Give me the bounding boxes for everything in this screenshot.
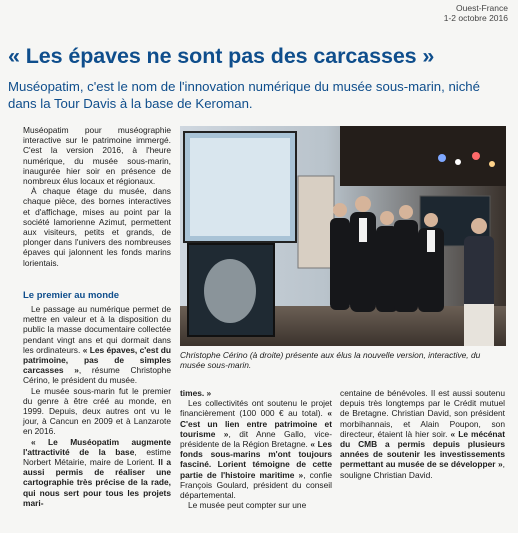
article-photo (180, 126, 506, 346)
article-column-1 (23, 125, 171, 268)
publication-info (444, 3, 508, 23)
body-paragraph: « Le Muséopatim augmente l'attractivité de la base, estime Norbert Métairie, maire de Lorient. Il a aussi permis de réaliser une cartographie très précise de la rade, qui nous sert pour tous les projets mari- (23, 436, 172, 508)
body-paragraph: Le musée sous-marin fut le premier du genre à être créé au monde, en 1999. Depuis, deux autres ont vu le jour, à Cancun en 2009 et à Lanzarote en 2016. (23, 385, 171, 437)
body-paragraph: À chaque étage du musée, dans chaque pièce, des bornes interactives et d'affichage, mises au point par la société lamorienne Azimut, permettent aux visiteurs, petits et grands, de plonger dans l'univers des nombreuses épaves qui jalonnent les fonds marins lorientais. (23, 186, 171, 268)
museum-visit-photo (180, 126, 506, 346)
photo-caption: Christophe Cérino (à droite) présente aux élus la nouvelle version, interactive, du musée sous-marin. (180, 350, 481, 370)
body-paragraph: centaine de bénévoles. Il est aussi soutenu depuis très longtemps par le Crédit mutuel de Bretagne. Christian David, son président morbihannais, et Alain Poupon, son directeur, étaient là hier soir. « Le mécénat du CMB a permis depuis plusieurs années de soutenir les investissements permettant au musée de se développer », souligne Christian David. (340, 388, 505, 480)
article-column-2 (180, 388, 332, 510)
article-column-1b (23, 304, 171, 508)
body-paragraph: Muséopatim pour muséographie interactive sur le patrimoine immergé. C'est la version 2016, à l'heure numérique, du musée sous-marin, inaugurée hier soir en présence de nombreux élus locaux et régionaux. (23, 125, 171, 187)
article-column-3 (340, 388, 505, 480)
subheading: Le premier au monde (23, 290, 120, 301)
article-lead: Muséopatim, c'est le nom de l'innovation numérique du musée sous-marin, niché dans la Tour Davis à la base de Keroman. (8, 79, 480, 111)
article-headline: « Les épaves ne sont pas des carcasses » (8, 44, 435, 68)
publication-date: 1-2 octobre 2016 (443, 13, 508, 23)
body-paragraph: Le musée peut compter sur une (188, 500, 307, 511)
publication-name: Ouest-France (456, 3, 508, 13)
body-paragraph: times. » (180, 388, 212, 398)
body-paragraph: Le passage au numérique permet de mettre en valeur et à la disposition du public la masse documentaire collectée pendant vingt ans et qui dormait dans les ordinateurs. « Les épaves, c'est du patrimoine, pas de simples carcasses », résume Christophe Cérino, le président du musée. (23, 304, 171, 386)
body-paragraph: Les collectivités ont soutenu le projet financièrement (100 000 € au total). « C'est un lien entre patrimoine et tourisme », dit Anne Gallo, vice-présidente de la Région Bretagne. « Les fonds sous-marins m'ont toujours fasciné. Lorient témoigne de cette partie de l'histoire maritime », confie François Goulard, président du conseil départemental. (180, 398, 333, 501)
